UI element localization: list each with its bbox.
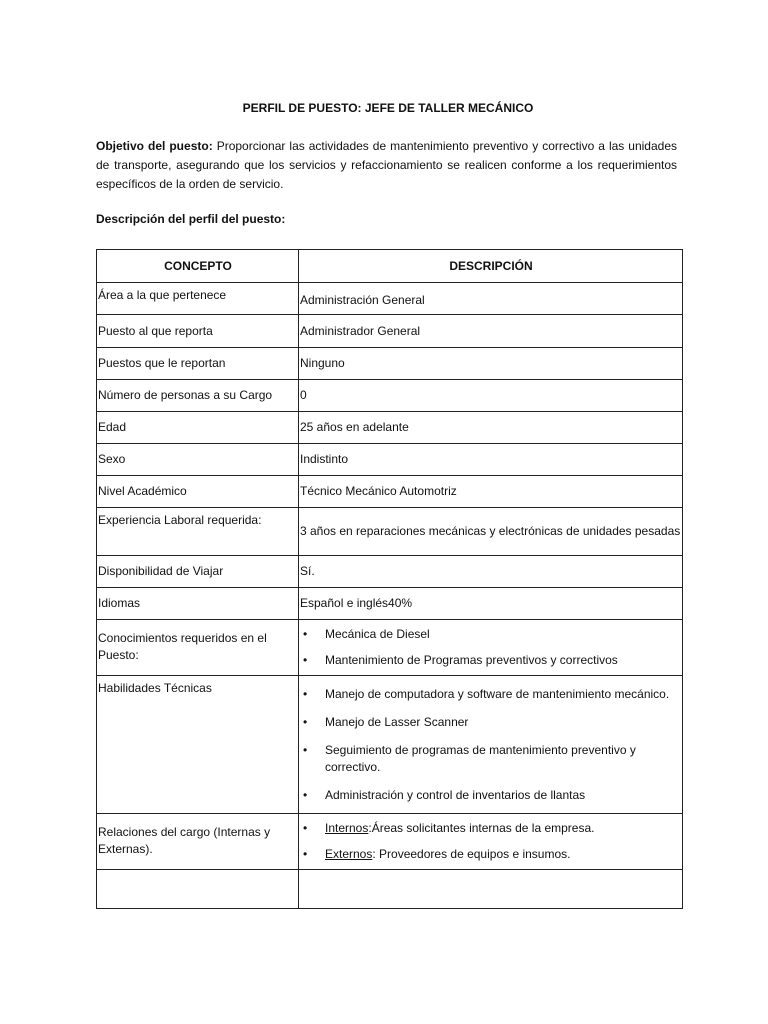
table-row [97,444,683,476]
row-description-list [299,814,683,870]
objective-text: Proporcionar las actividades de mantenimiento preventivo y correctivo a las unidades de transporte, asegurando que los servicios y refaccionamiento se realicen conforme a los requerimientos específicos de la orden de servicio. [96,139,677,191]
list-item: • Seguimiento de programas de mantenimiento preventivo y correctivo. [303,743,636,774]
row-concept: Nivel Académico [97,476,299,508]
table-row [97,556,683,588]
row-description: Sí. [299,556,683,588]
header-description: DESCRIPCIÓN [299,250,683,283]
row-description: 25 años en adelante [299,412,683,444]
profile-subheading: Descripción del perfil del puesto: [96,212,286,226]
row-description-list [299,676,683,814]
objective-paragraph [96,137,677,194]
row-concept: Disponibilidad de Viajar [97,556,299,588]
objective-label: Objetivo del puesto: [96,139,213,153]
row-description: Indistinto [299,444,683,476]
row-description-list [299,620,683,676]
row-concept-empty [97,870,299,909]
row-description-empty [299,870,683,909]
list-item: • Mantenimiento de Programas preventivos y correctivos [303,653,618,667]
row-description: Ninguno [299,348,683,380]
table-row [97,348,683,380]
list-item: • Externos: Proveedores de equipos e insumos. [303,847,571,861]
row-description: Español e inglés40% [299,588,683,620]
row-concept: Habilidades Técnicas [97,676,299,814]
row-description: Técnico Mecánico Automotriz [299,476,683,508]
row-concept: Idiomas [97,588,299,620]
list-item: • Administración y control de inventarios de llantas [303,788,586,802]
row-concept: Puestos que le reportan [97,348,299,380]
document-title: PERFIL DE PUESTO: JEFE DE TALLER MECÁNICO [242,101,534,115]
row-description: 0 [299,380,683,412]
row-description: Administrador General [299,315,683,348]
table-row-skills [97,676,683,814]
row-description: Administración General [299,283,683,315]
table-row-relations [97,814,683,870]
table-row [97,315,683,348]
table-row [97,380,683,412]
header-concept: CONCEPTO [97,250,299,283]
table-row [97,588,683,620]
table-row-knowledge [97,620,683,676]
table-row [97,476,683,508]
row-concept: Experiencia Laboral requerida: [97,508,299,556]
row-concept: Relaciones del cargo (Internas y Externas). [97,814,299,870]
list-item: • Manejo de Lasser Scanner [303,715,469,729]
table-row-empty [97,870,683,909]
table-header-row [97,250,683,283]
table-row [97,412,683,444]
list-item: • Manejo de computadora y software de mantenimiento mecánico. [303,687,670,701]
table-row [97,283,683,315]
row-concept: Edad [97,412,299,444]
list-item: • Mecánica de Diesel [303,627,430,641]
row-concept: Conocimientos requeridos en el Puesto: [97,620,299,676]
profile-table [96,249,683,909]
list-item: • Internos:Áreas solicitantes internas de la empresa. [303,821,595,835]
row-concept: Sexo [97,444,299,476]
table-row [97,508,683,556]
row-concept: Puesto al que reporta [97,315,299,348]
row-concept: Área a la que pertenece [97,283,299,315]
row-concept: Número de personas a su Cargo [97,380,299,412]
row-description: 3 años en reparaciones mecánicas y electrónicas de unidades pesadas [299,508,683,556]
